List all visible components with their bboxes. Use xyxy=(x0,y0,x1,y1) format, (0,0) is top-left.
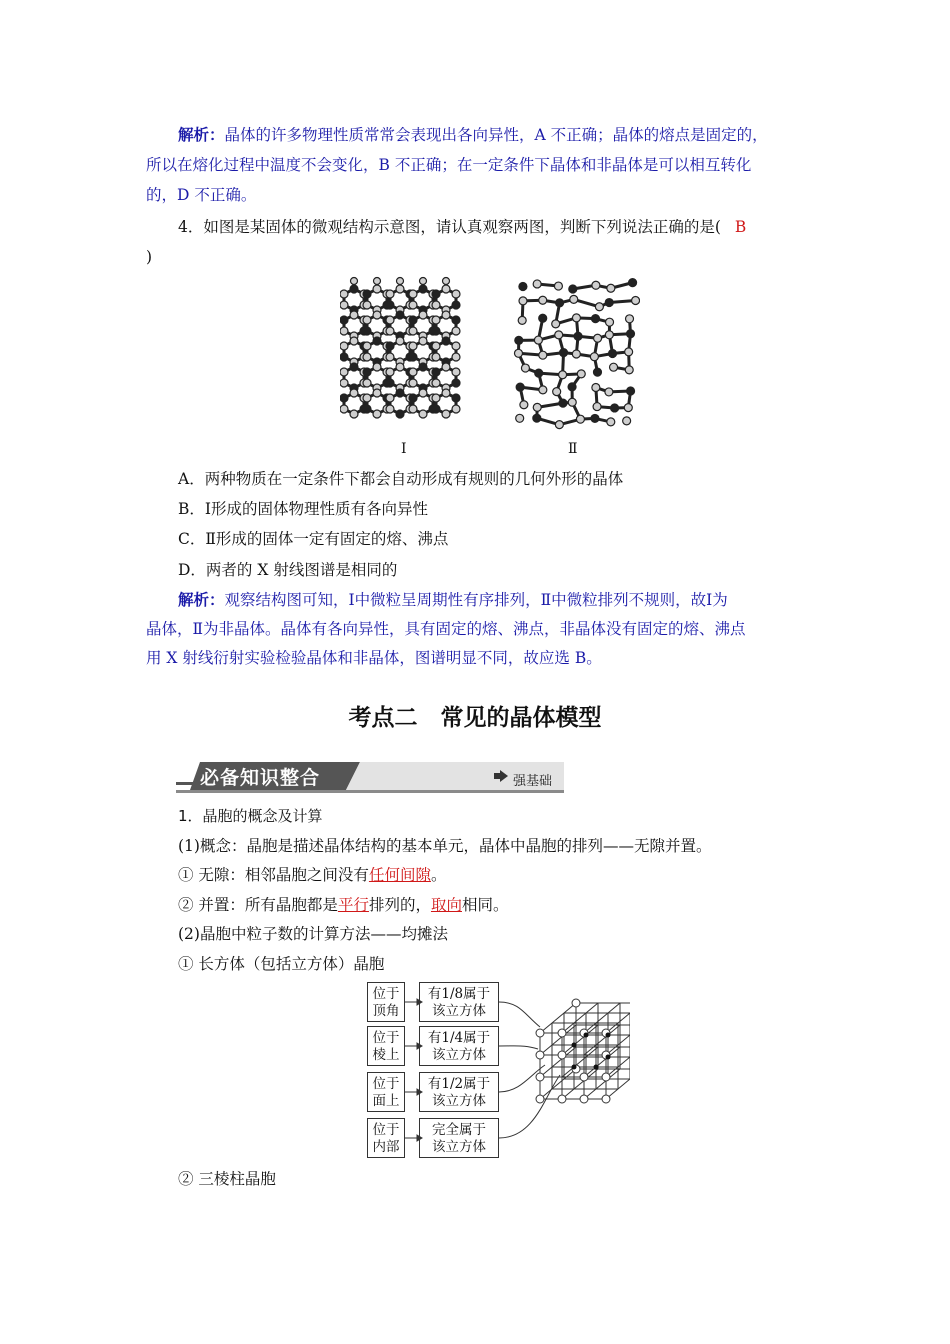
section-title: 考点二 常见的晶体模型 xyxy=(348,705,602,731)
analysis-4-line3: 用 X 射线衍射实验检验晶体和非晶体，图谱明显不同，故应选 B。 xyxy=(146,649,602,667)
share-box: 完全属于 该立方体 xyxy=(419,1118,499,1158)
option-d: D．两者的 X 射线图谱是相同的 xyxy=(178,561,398,579)
figure-crystal-structure xyxy=(340,276,480,436)
para-no-gap: ① 无隙：相邻晶胞之间没有任何间隙。 xyxy=(178,866,447,884)
figure-label-2: Ⅱ xyxy=(568,441,578,457)
share-box: 有1/8属于 该立方体 xyxy=(419,982,499,1022)
banner-title: 必备知识整合 xyxy=(200,767,321,789)
subsection-heading: 1．晶胞的概念及计算 xyxy=(178,807,323,825)
analysis-label: 解析： xyxy=(178,125,225,144)
position-box: 位于 面上 xyxy=(367,1072,405,1112)
option-b: B．Ⅰ形成的固体物理性质有各向异性 xyxy=(178,500,429,518)
analysis-3-line1: 解析：晶体的许多物理性质常常会表现出各向异性，A 不正确；晶体的熔点是固定的， xyxy=(178,125,768,144)
blank-fill: 任何间隙 xyxy=(368,866,431,884)
question-4-stem: 4．如图是某固体的微观结构示意图，请认真观察两图，判断下列说法正确的是( B xyxy=(178,218,747,236)
option-a: A．两种物质在一定条件下都会自动形成有规则的几何外形的晶体 xyxy=(178,470,624,488)
analysis-label: 解析： xyxy=(178,590,225,609)
blank-fill: 平行 xyxy=(337,896,369,914)
share-box: 有1/4属于 该立方体 xyxy=(419,1026,499,1066)
blank-fill: 取向 xyxy=(430,896,462,914)
analysis-4-line1: 解析：观察结构图可知，Ⅰ中微粒呈周期性有序排列，Ⅱ中微粒排列不规则，故Ⅰ为 xyxy=(178,590,728,609)
para-prism: ② 三棱柱晶胞 xyxy=(178,1170,276,1188)
position-box: 位于 顶角 xyxy=(367,982,405,1022)
position-box: 位于 棱上 xyxy=(367,1026,405,1066)
analysis-3-line2: 所以在熔化过程中温度不会变化，B 不正确；在一定条件下晶体和非晶体是可以相互转化 xyxy=(146,156,752,174)
para-method: (2)晶胞中粒子数的计算方法——均摊法 xyxy=(178,925,448,943)
banner-tag: 强基础 xyxy=(513,774,553,789)
share-box: 有1/2属于 该立方体 xyxy=(419,1072,499,1112)
question-4-close: ) xyxy=(146,248,153,266)
option-c: C．Ⅱ形成的固体一定有固定的熔、沸点 xyxy=(178,530,449,548)
unit-cell-diagram xyxy=(360,975,630,1165)
figure-amorphous-structure xyxy=(508,272,640,434)
figure-label-1: Ⅰ xyxy=(401,441,407,457)
para-concept: (1)概念：晶胞是描述晶体结构的基本单元，晶体中晶胞的排列——无隙并置。 xyxy=(178,837,712,855)
question-4-answer: B xyxy=(734,218,747,236)
analysis-4-line2: 晶体，Ⅱ为非晶体。晶体有各向异性，具有固定的熔、沸点，非晶体没有固定的熔、沸点 xyxy=(146,620,746,638)
para-cuboid: ① 长方体（包括立方体）晶胞 xyxy=(178,955,385,973)
position-box: 位于 内部 xyxy=(367,1118,405,1158)
para-parallel: ② 并置：所有晶胞都是平行排列的，取向相同。 xyxy=(178,896,509,914)
analysis-3-line3: 的，D 不正确。 xyxy=(146,186,257,204)
